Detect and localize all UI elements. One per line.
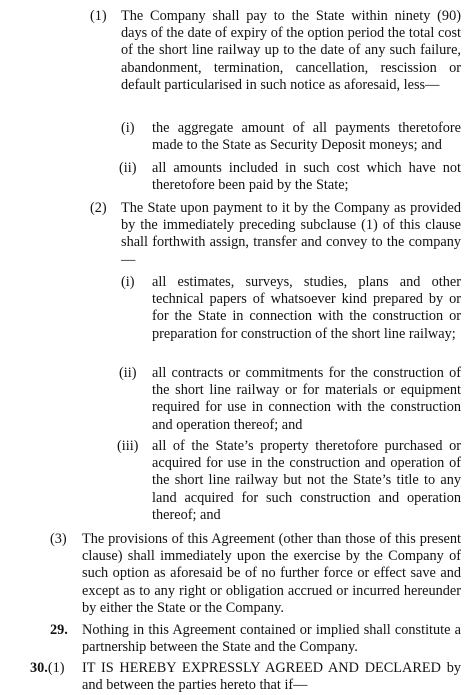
item-2-ii-text: all contracts or commitments for the construction of the short line railway or for materials or equipment required for use in connection with the construction and operation thereof; and [152,365,461,433]
item-3-text: The provisions of this Agreement (other than those of this present clause) shall immediately upon the exercise by the Company of such option as aforesaid be of no further force or effect save and except as to any right or obligation accrued or incurred hereunder by either the State or the Company. [82,531,461,616]
item-2-text: The State upon payment to it by the Company as provided by the immediately preceding subclause (1) of this clause shall forthwith assign, transfer and convey to the company— [121,200,461,268]
item-2-i-number: (i) [121,274,135,290]
item-1-ii-text: all amounts included in such cost which have not theretofore been paid by the State; [152,160,461,194]
item-2-i-text: all estimates, surveys, studies, plans and other technical papers of whatsoever kind prepared by or for the State in connection with the construction or preparation for construction of the short line railway; [152,274,461,342]
clause-30-subnumber: (1) [47,660,65,676]
item-2-ii-number: (ii) [119,365,137,381]
clause-30-number [30,660,65,677]
item-2-iii-number: (iii) [117,438,139,454]
clause-30-main-number: 30. [30,660,48,676]
clause-29-number: 29. [50,622,68,638]
item-3-number: (3) [50,531,67,547]
item-1-i-number: (i) [121,120,135,136]
item-1-ii-number: (ii) [119,160,137,176]
item-2-number: (2) [90,200,107,216]
clause-29-text: Nothing in this Agreement contained or implied shall constitute a partnership between the State and the Company. [82,622,461,656]
item-1-text: The Company shall pay to the State within ninety (90) days of the date of expiry of the option period the total cost of the short line railway up to the date of any such failure, abandonment, termination, cancellation, rescission or default particularised in such notice as aforesaid, less— [121,8,461,93]
clause-30-text: IT IS HEREBY EXPRESSLY AGREED AND DECLARED by and between the parties hereto that if— [82,660,461,694]
item-1-i-text: the aggregate amount of all payments theretofore made to the State as Security Deposit moneys; and [152,120,461,154]
item-1-number: (1) [90,8,107,24]
item-2-iii-text: all of the State’s property theretofore purchased or acquired for use in the construction and operation of the short line railway but not the State’s title to any land acquired for such construction and operation thereof; and [152,438,461,523]
